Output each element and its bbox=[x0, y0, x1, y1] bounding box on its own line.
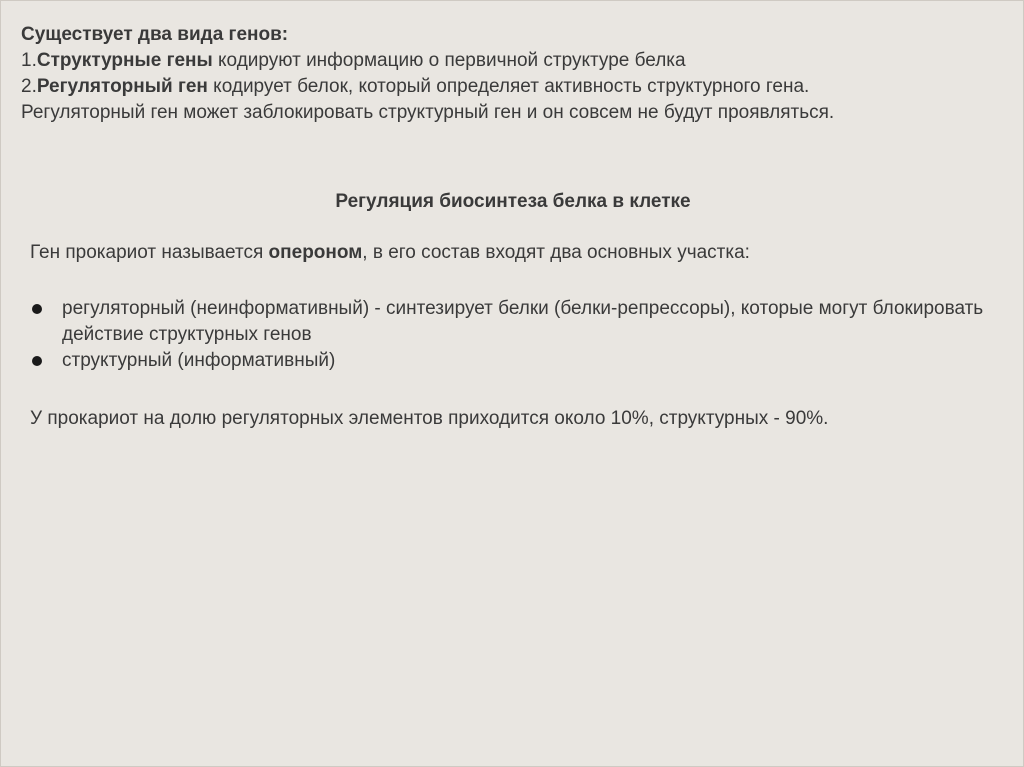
structural-genes-term: Структурные гены bbox=[36, 50, 213, 71]
intro-block bbox=[21, 22, 1011, 126]
intro-title-text: Существует два вида генов: bbox=[21, 24, 289, 45]
section-heading: Регуляция биосинтеза белка в клетке bbox=[335, 191, 691, 212]
bullet-icon bbox=[32, 356, 42, 366]
bullet-text: структурный (информативный) bbox=[62, 350, 336, 371]
operon-definition bbox=[30, 240, 990, 266]
intro-title bbox=[21, 22, 1011, 48]
operon-term: опероном bbox=[268, 242, 363, 263]
ratio-statement: У прокариот на долю регуляторных элементов приходится около 10%, структурных - 90%. bbox=[30, 408, 829, 429]
structural-genes-description: кодируют информацию о первичной структуре белка bbox=[212, 50, 686, 71]
intro-item-structural bbox=[21, 48, 1011, 74]
list-item bbox=[30, 296, 990, 348]
operon-rest: , в его состав входят два основных участка: bbox=[362, 242, 750, 263]
item-number: 1. bbox=[21, 50, 37, 71]
bullet-list bbox=[30, 296, 990, 374]
regulatory-gene-description: кодирует белок, который определяет активность структурного гена. bbox=[207, 76, 810, 97]
intro-note: Регуляторный ген может заблокировать структурный ген и он совсем не будут проявляться. bbox=[21, 102, 835, 123]
item-number: 2. bbox=[21, 76, 37, 97]
bullet-text: регуляторный (неинформативный) - синтезирует белки (белки-репрессоры), которые могут блокировать действие структурных генов bbox=[62, 298, 984, 345]
regulatory-gene-term: Регуляторный ген bbox=[36, 76, 208, 97]
section-body bbox=[30, 240, 990, 432]
list-item bbox=[30, 348, 990, 374]
bullet-icon bbox=[32, 304, 42, 314]
intro-item-regulatory bbox=[21, 74, 1011, 100]
operon-prefix: Ген прокариот называется bbox=[30, 242, 269, 263]
